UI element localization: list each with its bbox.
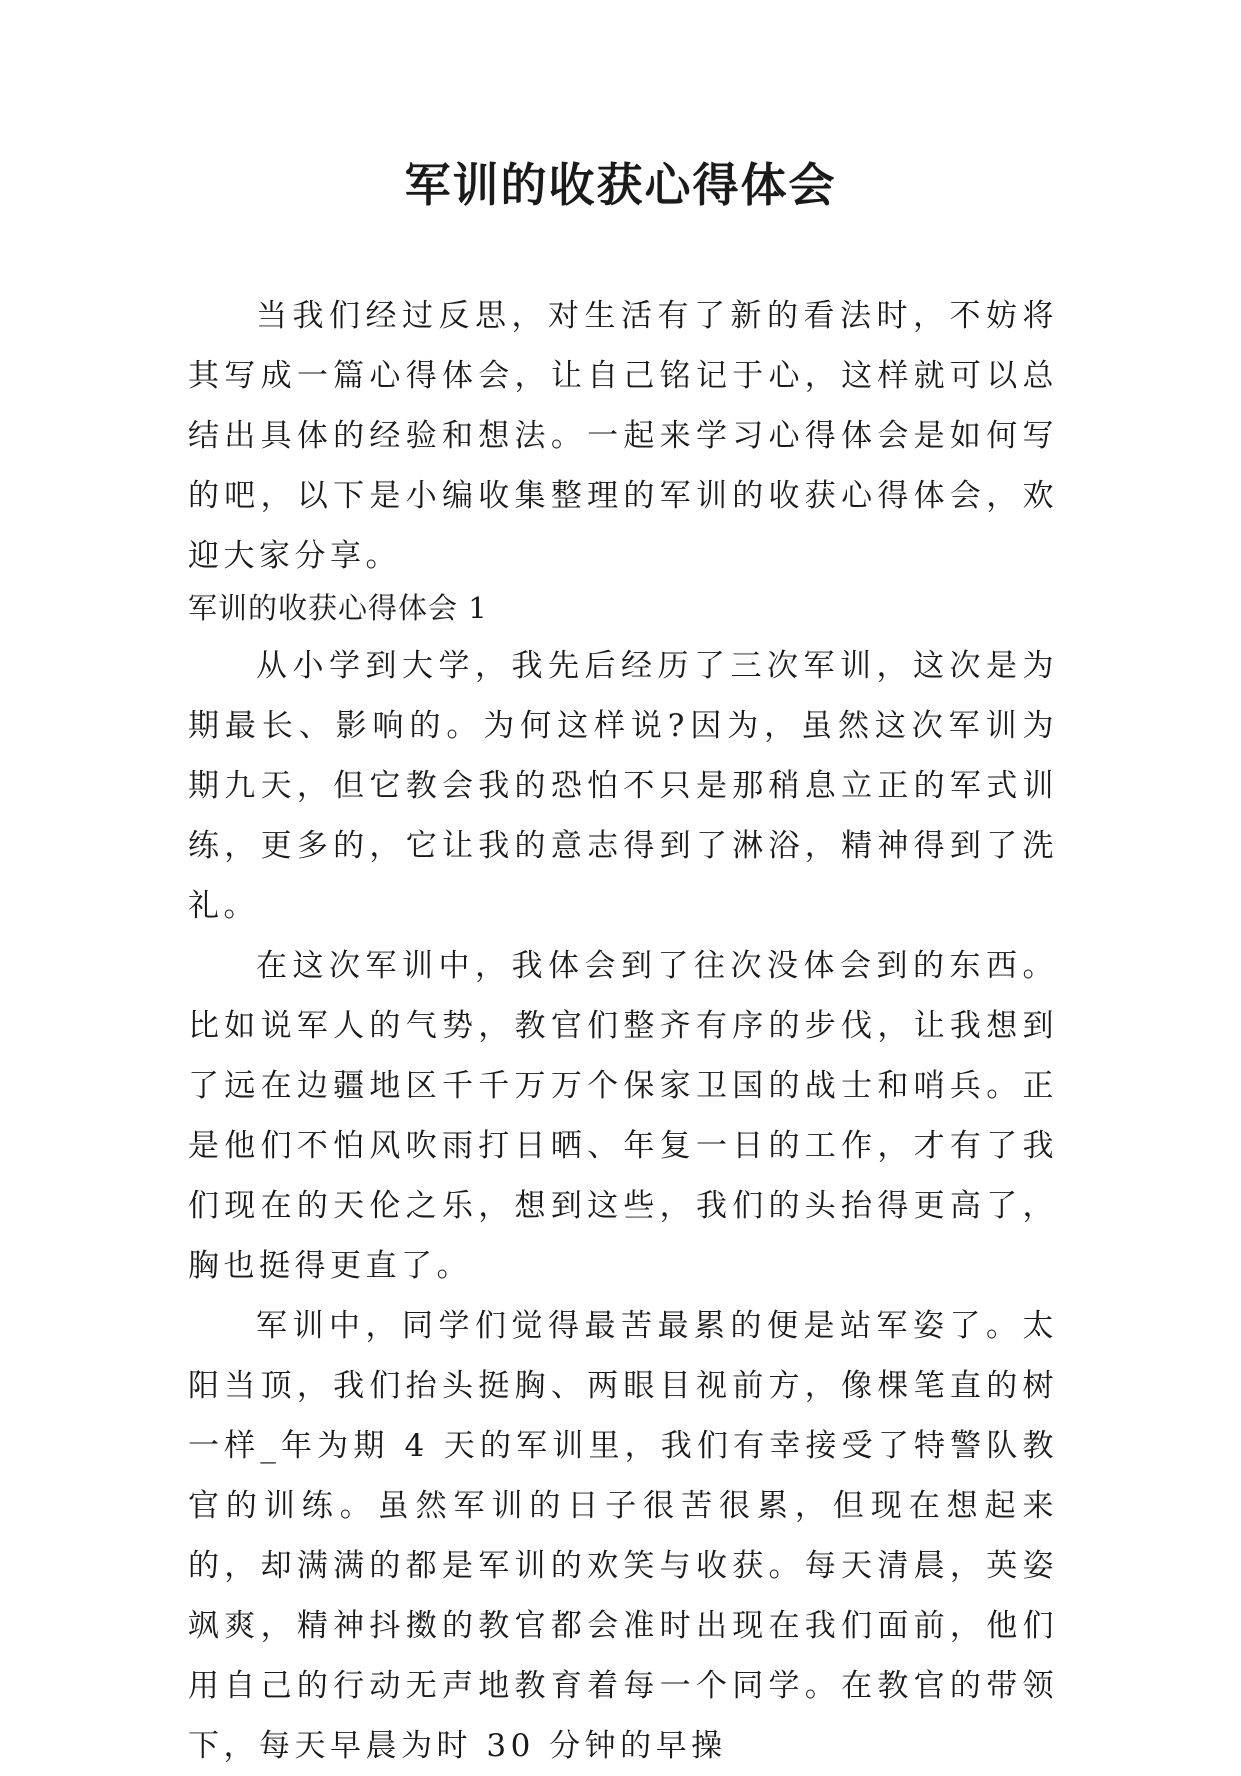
section-1 xyxy=(188,580,1058,1776)
document-title: 军训的收获心得体会 xyxy=(404,158,837,212)
intro-paragraph: 当我们经过反思，对生活有了新的看法时，不妨将其写成一篇心得体会，让自己铭记于心，这样就可以总结出具体的经验和想法。一起来学习心得体会是如何写的吧，以下是小编收集整理的军训的收获心得体会，欢迎大家分享。 xyxy=(188,298,1058,574)
section-heading: 军训的收获心得体会 1 xyxy=(188,591,488,625)
body-paragraph-2: 在这次军训中，我体会到了往次没体会到的东西。比如说军人的气势，教官们整齐有序的步伐，让我想到了远在边疆地区千千万万个保家卫国的战士和哨兵。正是他们不怕风吹雨打日晒、年复一日的工作，才有了我们现在的天伦之乐，想到这些，我们的头抬得更高了，胸也挺得更直了。 xyxy=(188,948,1058,1284)
body-paragraph-3: 军训中，同学们觉得最苦最累的便是站军姿了。太阳当顶，我们抬头挺胸、两眼目视前方，像棵笔直的树一样_年为期 4 天的军训里，我们有幸接受了特警队教官的训练。虽然军训的日子很苦很累，但现在想起来的，却满满的都是军训的欢笑与收获。每天清晨，英姿飒爽，精神抖擞的教官都会准时出现在我们面前，他们用自己的行动无声地教育着每一个同学。在教官的带领下，每天早晨为时 30 分钟的早操 xyxy=(188,1308,1058,1764)
body-paragraph-1: 从小学到大学，我先后经历了三次军训，这次是为期最长、影响的。为何这样说?因为，虽然这次军训为期九天，但它教会我的恐怕不只是那稍息立正的军式训练，更多的，它让我的意志得到了淋浴，精神得到了洗礼。 xyxy=(188,648,1058,924)
